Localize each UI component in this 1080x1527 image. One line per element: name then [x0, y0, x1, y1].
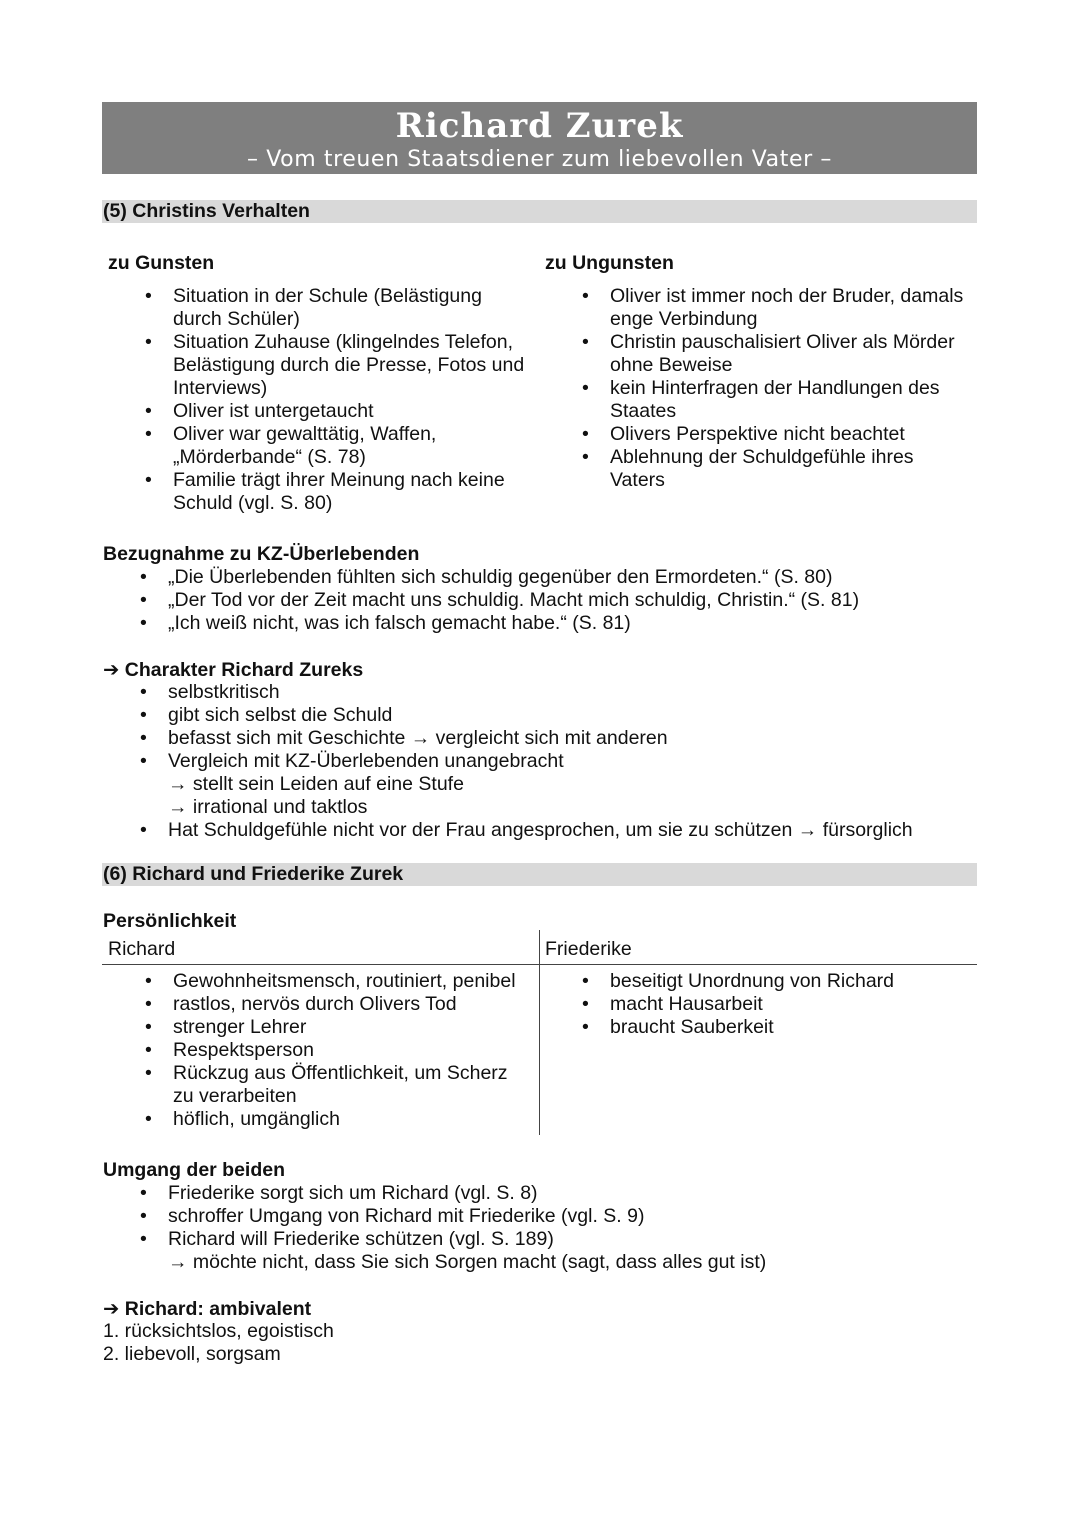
interaction-list [168, 1182, 968, 1274]
section-5-header [102, 200, 977, 223]
list-item [173, 331, 543, 400]
character-list-container [168, 681, 968, 842]
list-item-line: • Vergleich mit KZ-Überlebenden unangebracht [168, 750, 564, 772]
list-item-line: • strenger Lehrer [173, 1016, 307, 1038]
arrow-right-icon: ➔ [103, 1297, 120, 1320]
list-item-line: → irrational und taktlos [168, 796, 368, 818]
list-item-line: • Respektsperson [173, 1039, 314, 1061]
list-item-line: Interviews) [173, 377, 268, 399]
list-item-line: durch Schüler) [173, 308, 300, 330]
list-item-line: enge Verbindung [610, 308, 758, 330]
list-item-line: → möchte nicht, dass Sie sich Sorgen macht (sagt, dass alles gut ist) [168, 1251, 767, 1273]
character-heading: Charakter Richard Zureks [124, 659, 364, 681]
table-column-divider [539, 930, 540, 1135]
interaction-list-container [168, 1182, 968, 1274]
list-item-line: • Situation Zuhause (klingelndes Telefon, [173, 331, 514, 353]
interaction-heading: Umgang der beiden [103, 1159, 286, 1181]
list-item-line: • Friederike sorgt sich um Richard (vgl. S. 8) [168, 1182, 538, 1204]
kz-list [168, 566, 968, 635]
list-item-line: • Situation in der Schule (Belästigung [173, 285, 482, 307]
list-item-line: • Oliver ist immer noch der Bruder, damals [610, 285, 964, 307]
arrow-right-icon: ➔ [103, 658, 120, 681]
contra-heading: zu Ungunsten [545, 252, 674, 274]
list-item [610, 970, 970, 993]
numbered-item: 1. rücksichtslos, egoistisch [103, 1320, 334, 1342]
richard-list-container [173, 970, 533, 1131]
list-item [168, 750, 968, 819]
list-item [610, 377, 990, 423]
list-item: • „Die Überlebenden fühlten sich schuldig gegenüber den Ermordeten.“ (S. 80) [168, 566, 968, 589]
list-item [610, 1016, 970, 1039]
list-item-line: • kein Hinterfragen der Handlungen des [610, 377, 940, 399]
list-item [173, 1062, 533, 1108]
list-item-line: • gibt sich selbst die Schuld [168, 704, 393, 726]
list-item-line: • rastlos, nervös durch Olivers Tod [173, 993, 457, 1015]
list-item [610, 993, 970, 1016]
list-item [173, 469, 543, 515]
pro-list-container [173, 285, 543, 515]
list-item-line: • braucht Sauberkeit [610, 1016, 774, 1038]
list-item-line: ohne Beweise [610, 354, 733, 376]
list-item [610, 446, 990, 492]
list-item-line: • höflich, umgänglich [173, 1108, 340, 1130]
list-item [173, 285, 543, 331]
conclusion-list-container [103, 1320, 334, 1366]
friederike-list [610, 970, 970, 1039]
list-item-line: • Ablehnung der Schuldgefühle ihres [610, 446, 914, 468]
list-item-line: • Olivers Perspektive nicht beachtet [610, 423, 905, 445]
list-item: • „Ich weiß nicht, was ich falsch gemacht habe.“ (S. 81) [168, 612, 968, 635]
list-item [173, 400, 543, 423]
pro-list [173, 285, 543, 515]
list-item [173, 1016, 533, 1039]
conclusion-heading: Richard: ambivalent [124, 1298, 312, 1320]
list-item-line: Belästigung durch die Presse, Fotos und [173, 354, 525, 376]
col-friederike-header: Friederike [545, 938, 632, 960]
list-item [168, 727, 968, 750]
character-heading-row [103, 658, 363, 682]
list-item-line: • befasst sich mit Geschichte → vergleicht sich mit anderen [168, 727, 668, 749]
page-subtitle: – Vom treuen Staatsdiener zum liebevollen Vater – [247, 147, 832, 172]
conclusion-heading-row [103, 1297, 311, 1321]
list-item-line: • Gewohnheitsmensch, routiniert, penibel [173, 970, 516, 992]
list-item-line: • Rückzug aus Öffentlichkeit, um Scherz [173, 1062, 508, 1084]
list-item [168, 1182, 968, 1205]
list-item-line: • Hat Schuldgefühle nicht vor der Frau angesprochen, um sie zu schützen → fürsorglich [168, 819, 913, 841]
list-item-line: → stellt sein Leiden auf eine Stufe [168, 773, 464, 795]
list-item-line: • selbstkritisch [168, 681, 280, 703]
list-item [173, 423, 543, 469]
list-item [610, 423, 990, 446]
list-item [173, 1108, 533, 1131]
list-item-line: • macht Hausarbeit [610, 993, 763, 1015]
friederike-list-container [610, 970, 970, 1039]
list-item-line: zu verarbeiten [173, 1085, 297, 1107]
richard-list [173, 970, 533, 1131]
list-item-line: • Familie trägt ihrer Meinung nach keine [173, 469, 505, 491]
title-banner [102, 102, 977, 174]
list-item [168, 1228, 968, 1274]
list-item-line: „Mörderbande“ (S. 78) [173, 446, 366, 468]
conclusion-list [103, 1320, 334, 1366]
list-item [173, 1039, 533, 1062]
list-item-line: • Christin pauschalisiert Oliver als Mörder [610, 331, 955, 353]
list-item-line: Schuld (vgl. S. 80) [173, 492, 333, 514]
list-item-line: • beseitigt Unordnung von Richard [610, 970, 895, 992]
personality-heading: Persönlichkeit [103, 910, 237, 932]
list-item [168, 704, 968, 727]
list-item [168, 681, 968, 704]
list-item-line: Staates [610, 400, 677, 422]
list-item [173, 970, 533, 993]
list-item-line: • Oliver war gewalttätig, Waffen, [173, 423, 437, 445]
kz-heading: Bezugnahme zu KZ-Überlebenden [103, 543, 420, 565]
list-item [168, 1205, 968, 1228]
page-title: Richard Zurek [395, 106, 684, 146]
section-6-header [102, 863, 977, 886]
contra-list-container [610, 285, 990, 492]
list-item [610, 285, 990, 331]
numbered-item: 2. liebevoll, sorgsam [103, 1343, 281, 1365]
list-item [168, 819, 968, 842]
pro-heading: zu Gunsten [108, 252, 215, 274]
list-item-line: • schroffer Umgang von Richard mit Friederike (vgl. S. 9) [168, 1205, 645, 1227]
character-list [168, 681, 968, 842]
list-item-line: • Oliver ist untergetaucht [173, 400, 374, 422]
list-item: • „Der Tod vor der Zeit macht uns schuldig. Macht mich schuldig, Christin.“ (S. 81) [168, 589, 968, 612]
list-item-line: Vaters [610, 469, 665, 491]
section-5-title: (5) Christins Verhalten [103, 200, 310, 222]
list-item [610, 331, 990, 377]
list-item-line: • Richard will Friederike schützen (vgl. S. 189) [168, 1228, 554, 1250]
kz-list-container [168, 566, 968, 635]
section-6-title: (6) Richard und Friederike Zurek [103, 863, 404, 885]
contra-list [610, 285, 990, 492]
col-richard-header: Richard [108, 938, 176, 960]
list-item [173, 993, 533, 1016]
